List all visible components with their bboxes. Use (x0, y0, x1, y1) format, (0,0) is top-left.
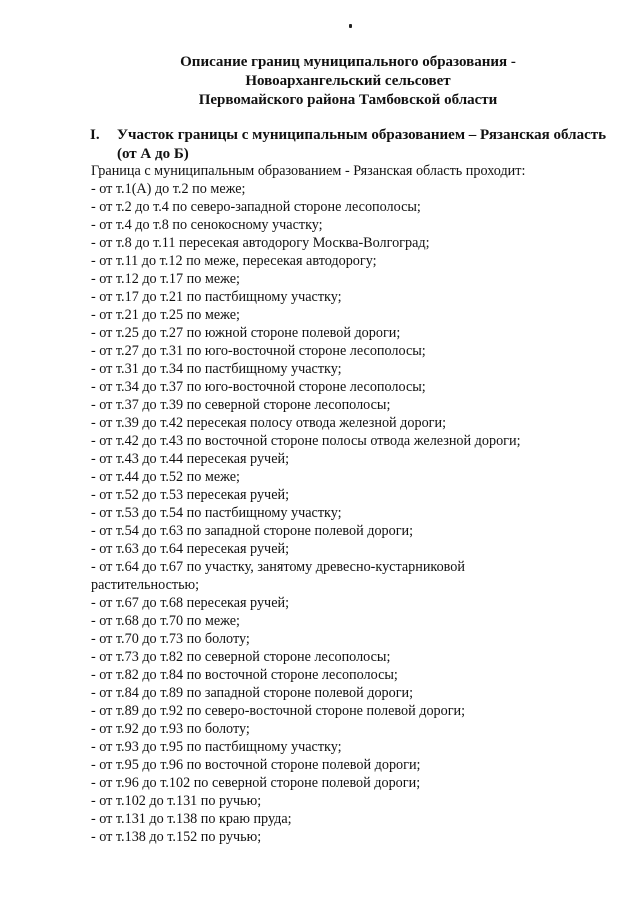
section-heading-text: Участок границы с муниципальным образованием – Рязанская область (от А до Б) (117, 127, 607, 162)
boundary-item: - от т.37 до т.39 по северной стороне лесополосы; (91, 397, 391, 413)
boundary-item: - от т.43 до т.44 пересекая ручей; (91, 451, 290, 467)
boundary-item: - от т.138 до т.152 по ручью; (91, 829, 262, 845)
boundary-item: - от т.131 до т.138 по краю пруда; (91, 811, 292, 827)
boundary-item: - от т.25 до т.27 по южной стороне полевой дороги; (91, 325, 401, 341)
boundary-item: - от т.12 до т.17 по меже; (91, 271, 240, 287)
boundary-item: - от т.17 до т.21 по пастбищному участку; (91, 289, 342, 305)
document-title (0, 53, 640, 110)
boundary-item: - от т.34 до т.37 по юго-восточной стороне лесополосы; (91, 379, 426, 395)
boundary-item: - от т.31 до т.34 по пастбищному участку; (91, 361, 342, 377)
boundary-item: - от т.42 до т.43 по восточной стороне полосы отвода железной дороги; (91, 433, 521, 449)
scan-speck (349, 24, 352, 28)
boundary-item: - от т.64 до т.67 по участку, занятому древесно-кустарниковой растительностью; (91, 559, 465, 593)
boundary-item: - от т.95 до т.96 по восточной стороне полевой дороги; (91, 757, 421, 773)
boundary-item: - от т.73 до т.82 по северной стороне лесополосы; (91, 649, 391, 665)
boundary-item: - от т.96 до т.102 по северной стороне полевой дороги; (91, 775, 421, 791)
title-line-1: Описание границ муниципального образования - (180, 54, 516, 70)
boundary-item: - от т.11 до т.12 по меже, пересекая автодорогу; (91, 253, 377, 269)
boundary-item: - от т.2 до т.4 по северо-западной стороне лесополосы; (91, 199, 421, 215)
boundary-item: - от т.1(А) до т.2 по меже; (91, 181, 246, 197)
boundary-item: - от т.82 до т.84 по восточной стороне лесополосы; (91, 667, 398, 683)
boundary-item: - от т.93 до т.95 по пастбищному участку; (91, 739, 342, 755)
section-heading (90, 126, 610, 164)
boundary-item: - от т.4 до т.8 по сенокосному участку; (91, 217, 323, 233)
boundary-item: - от т.53 до т.54 по пастбищному участку; (91, 505, 342, 521)
boundary-item: - от т.67 до т.68 пересекая ручей; (91, 595, 290, 611)
boundary-item: - от т.89 до т.92 по северо-восточной стороне полевой дороги; (91, 703, 466, 719)
intro-text: Граница с муниципальным образованием - Рязанская область проходит: (91, 163, 526, 179)
boundary-description (91, 162, 621, 846)
boundary-item: - от т.68 до т.70 по меже; (91, 613, 240, 629)
boundary-item: - от т.27 до т.31 по юго-восточной стороне лесополосы; (91, 343, 426, 359)
boundary-item: - от т.39 до т.42 пересекая полосу отвода железной дороги; (91, 415, 447, 431)
boundary-item: - от т.44 до т.52 по меже; (91, 469, 240, 485)
boundary-item: - от т.63 до т.64 пересекая ручей; (91, 541, 290, 557)
boundary-item: - от т.52 до т.53 пересекая ручей; (91, 487, 290, 503)
boundary-item: - от т.21 до т.25 по меже; (91, 307, 240, 323)
section-number: I. (90, 127, 100, 143)
boundary-item: - от т.102 до т.131 по ручью; (91, 793, 262, 809)
boundary-item: - от т.84 до т.89 по западной стороне полевой дороги; (91, 685, 414, 701)
boundary-item: - от т.70 до т.73 по болоту; (91, 631, 250, 647)
boundary-item: - от т.92 до т.93 по болоту; (91, 721, 250, 737)
boundary-item: - от т.8 до т.11 пересекая автодорогу Москва-Волгоград; (91, 235, 430, 251)
title-line-3: Первомайского района Тамбовской области (198, 92, 498, 108)
title-line-2: Новоархангельский сельсовет (245, 73, 451, 89)
boundary-item: - от т.54 до т.63 по западной стороне полевой дороги; (91, 523, 414, 539)
